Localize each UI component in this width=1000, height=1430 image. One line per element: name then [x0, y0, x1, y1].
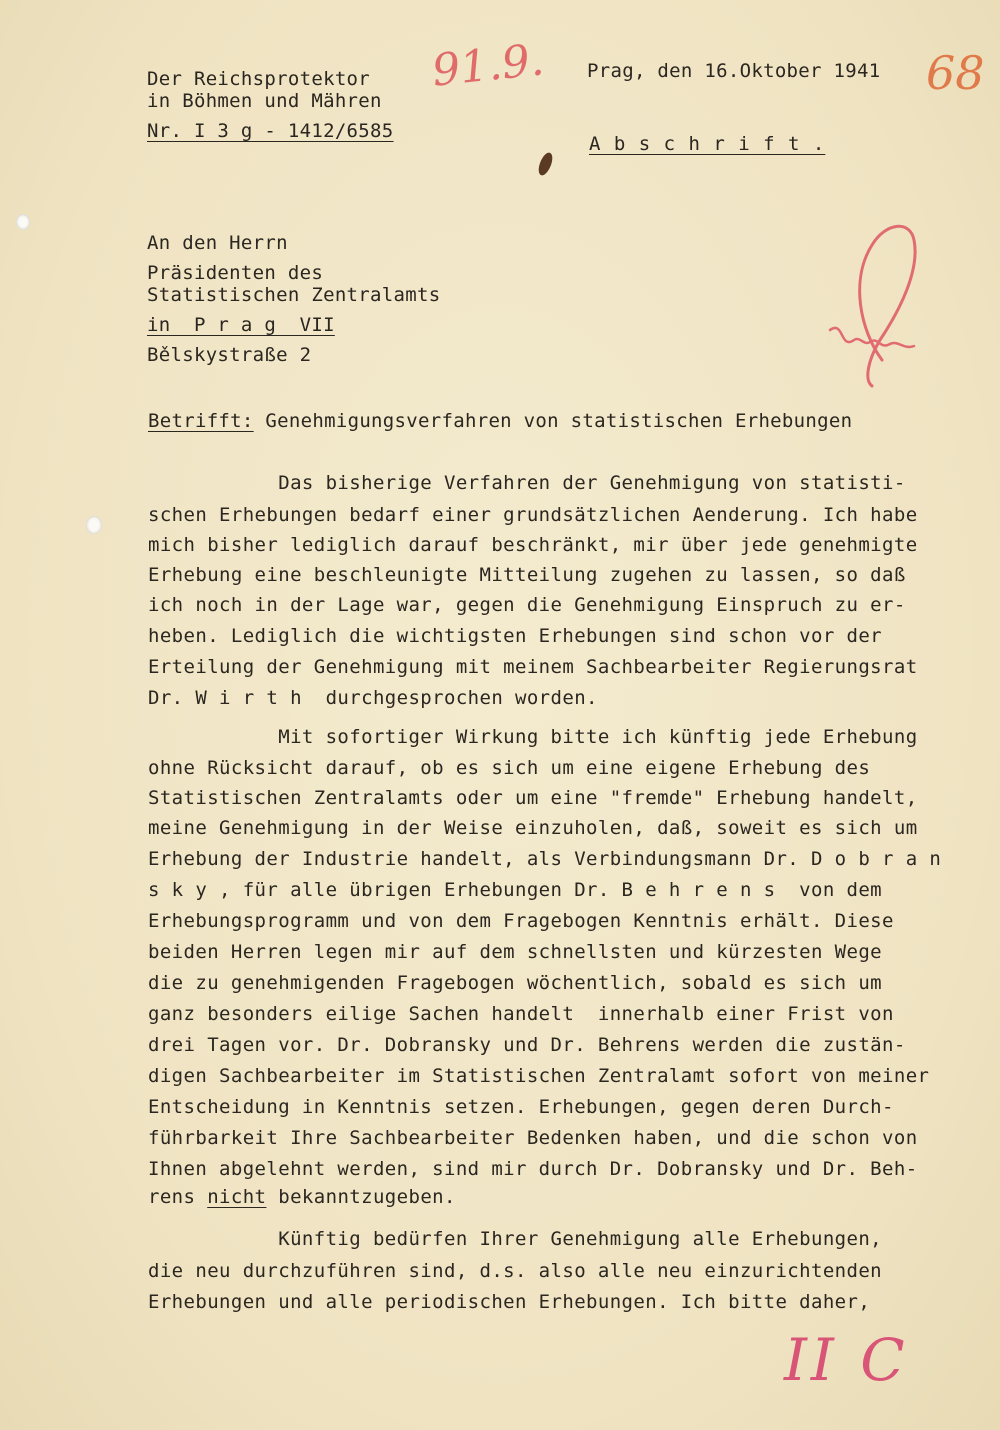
body-line: beiden Herren legen mir auf dem schnellsten und kürzesten Wege	[148, 941, 883, 963]
body-line: Dr. W i r t h durchgesprochen worden.	[148, 687, 598, 709]
letterhead-line1: Der Reichsprotektor	[147, 68, 371, 90]
body-line: ganz besonders eilige Sachen handelt innerhalb einer Frist von	[148, 1003, 894, 1025]
body-line: schen Erhebungen bedarf einer grundsätzlichen Aenderung. Ich habe	[148, 504, 918, 526]
body-line: ich noch in der Lage war, gegen die Genehmigung Einspruch zu er-	[148, 594, 906, 616]
body-line: Erteilung der Genehmigung mit meinem Sachbearbeiter Regierungsrat	[148, 656, 918, 678]
recipient-street: Bělskystraße 2	[147, 344, 312, 366]
ink-blot	[536, 151, 555, 177]
body-line: die zu genehmigenden Fragebogen wöchentlich, sobald es sich um	[148, 972, 883, 994]
body-line: Entscheidung in Kenntnis setzen. Erhebungen, gegen deren Durch-	[148, 1096, 894, 1118]
body-line: s k y , für alle übrigen Erhebungen Dr. B e h r e n s von dem	[148, 879, 883, 901]
red-initial-signature	[820, 210, 940, 400]
punch-hole-top	[16, 214, 30, 230]
body-line: Erhebungen und alle periodischen Erhebungen. Ich bitte daher,	[148, 1291, 871, 1313]
letterhead-line2: in Böhmen und Mähren	[147, 90, 382, 112]
copy-mark: A b s c h r i f t .	[589, 133, 826, 155]
body-line: die neu durchzuführen sind, d.s. also alle neu einzurichtenden	[148, 1260, 883, 1282]
body-line: Ihnen abgelehnt werden, sind mir durch Dr. Dobransky und Dr. Beh-	[148, 1158, 918, 1180]
subject-line	[148, 410, 852, 432]
body-line: Mit sofortiger Wirkung bitte ich künftig jede Erhebung	[148, 726, 918, 748]
handwritten-number-top: 91.9.	[429, 34, 547, 97]
page-number: 68	[926, 46, 985, 100]
recipient-line2: Präsidenten des	[147, 262, 324, 284]
body-line: Künftig bedürfen Ihrer Genehmigung alle Erhebungen,	[148, 1228, 883, 1250]
body-line: Erhebung eine beschleunigte Mitteilung zugehen zu lassen, so daß	[148, 564, 906, 586]
body-line: drei Tagen vor. Dr. Dobransky und Dr. Behrens werden die zustän-	[148, 1034, 906, 1056]
reference-number: Nr. I 3 g - 1412/6585	[147, 120, 394, 142]
body-line: Erhebung der Industrie handelt, als Verbindungsmann Dr. D o b r a n	[148, 848, 942, 870]
body-line: Erhebungsprogramm und von dem Fragebogen Kenntnis erhält. Diese	[148, 910, 894, 932]
initial-signature-text	[826, 328, 896, 347]
recipient-city: in P r a g VII	[147, 314, 335, 336]
body-line: meine Genehmigung in der Weise einzuholen, daß, soweit es sich um	[148, 817, 918, 839]
punch-hole-middle	[86, 516, 102, 534]
subject-text: Genehmigungsverfahren von statistischen Erhebungen	[265, 410, 853, 432]
recipient-line3: Statistischen Zentralamts	[147, 284, 441, 306]
body-line: rens nicht bekanntzugeben.	[148, 1186, 456, 1208]
body-line: ohne Rücksicht darauf, ob es sich um eine eigene Erhebung des	[148, 757, 871, 779]
subject-label: Betrifft:	[148, 410, 254, 432]
body-line: Statistischen Zentralamts oder um eine "fremde" Erhebung handelt,	[148, 787, 918, 809]
body-line: Das bisherige Verfahren der Genehmigung von statisti-	[148, 472, 906, 494]
emphasis-nicht: nicht	[207, 1186, 267, 1208]
dateline: Prag, den 16.Oktober 1941	[587, 60, 881, 82]
body-line: führbarkeit Ihre Sachbearbeiter Bedenken haben, und die schon von	[148, 1127, 918, 1149]
recipient-line1: An den Herrn	[147, 232, 288, 254]
bottom-red-mark: II C	[784, 1326, 909, 1394]
body-line: digen Sachbearbeiter im Statistischen Zentralamt sofort von meiner	[148, 1065, 930, 1087]
body-line: mich bisher lediglich darauf beschränkt, mir über jede genehmigte	[148, 534, 918, 556]
body-line: heben. Lediglich die wichtigsten Erhebungen sind schon vor der	[148, 625, 883, 647]
